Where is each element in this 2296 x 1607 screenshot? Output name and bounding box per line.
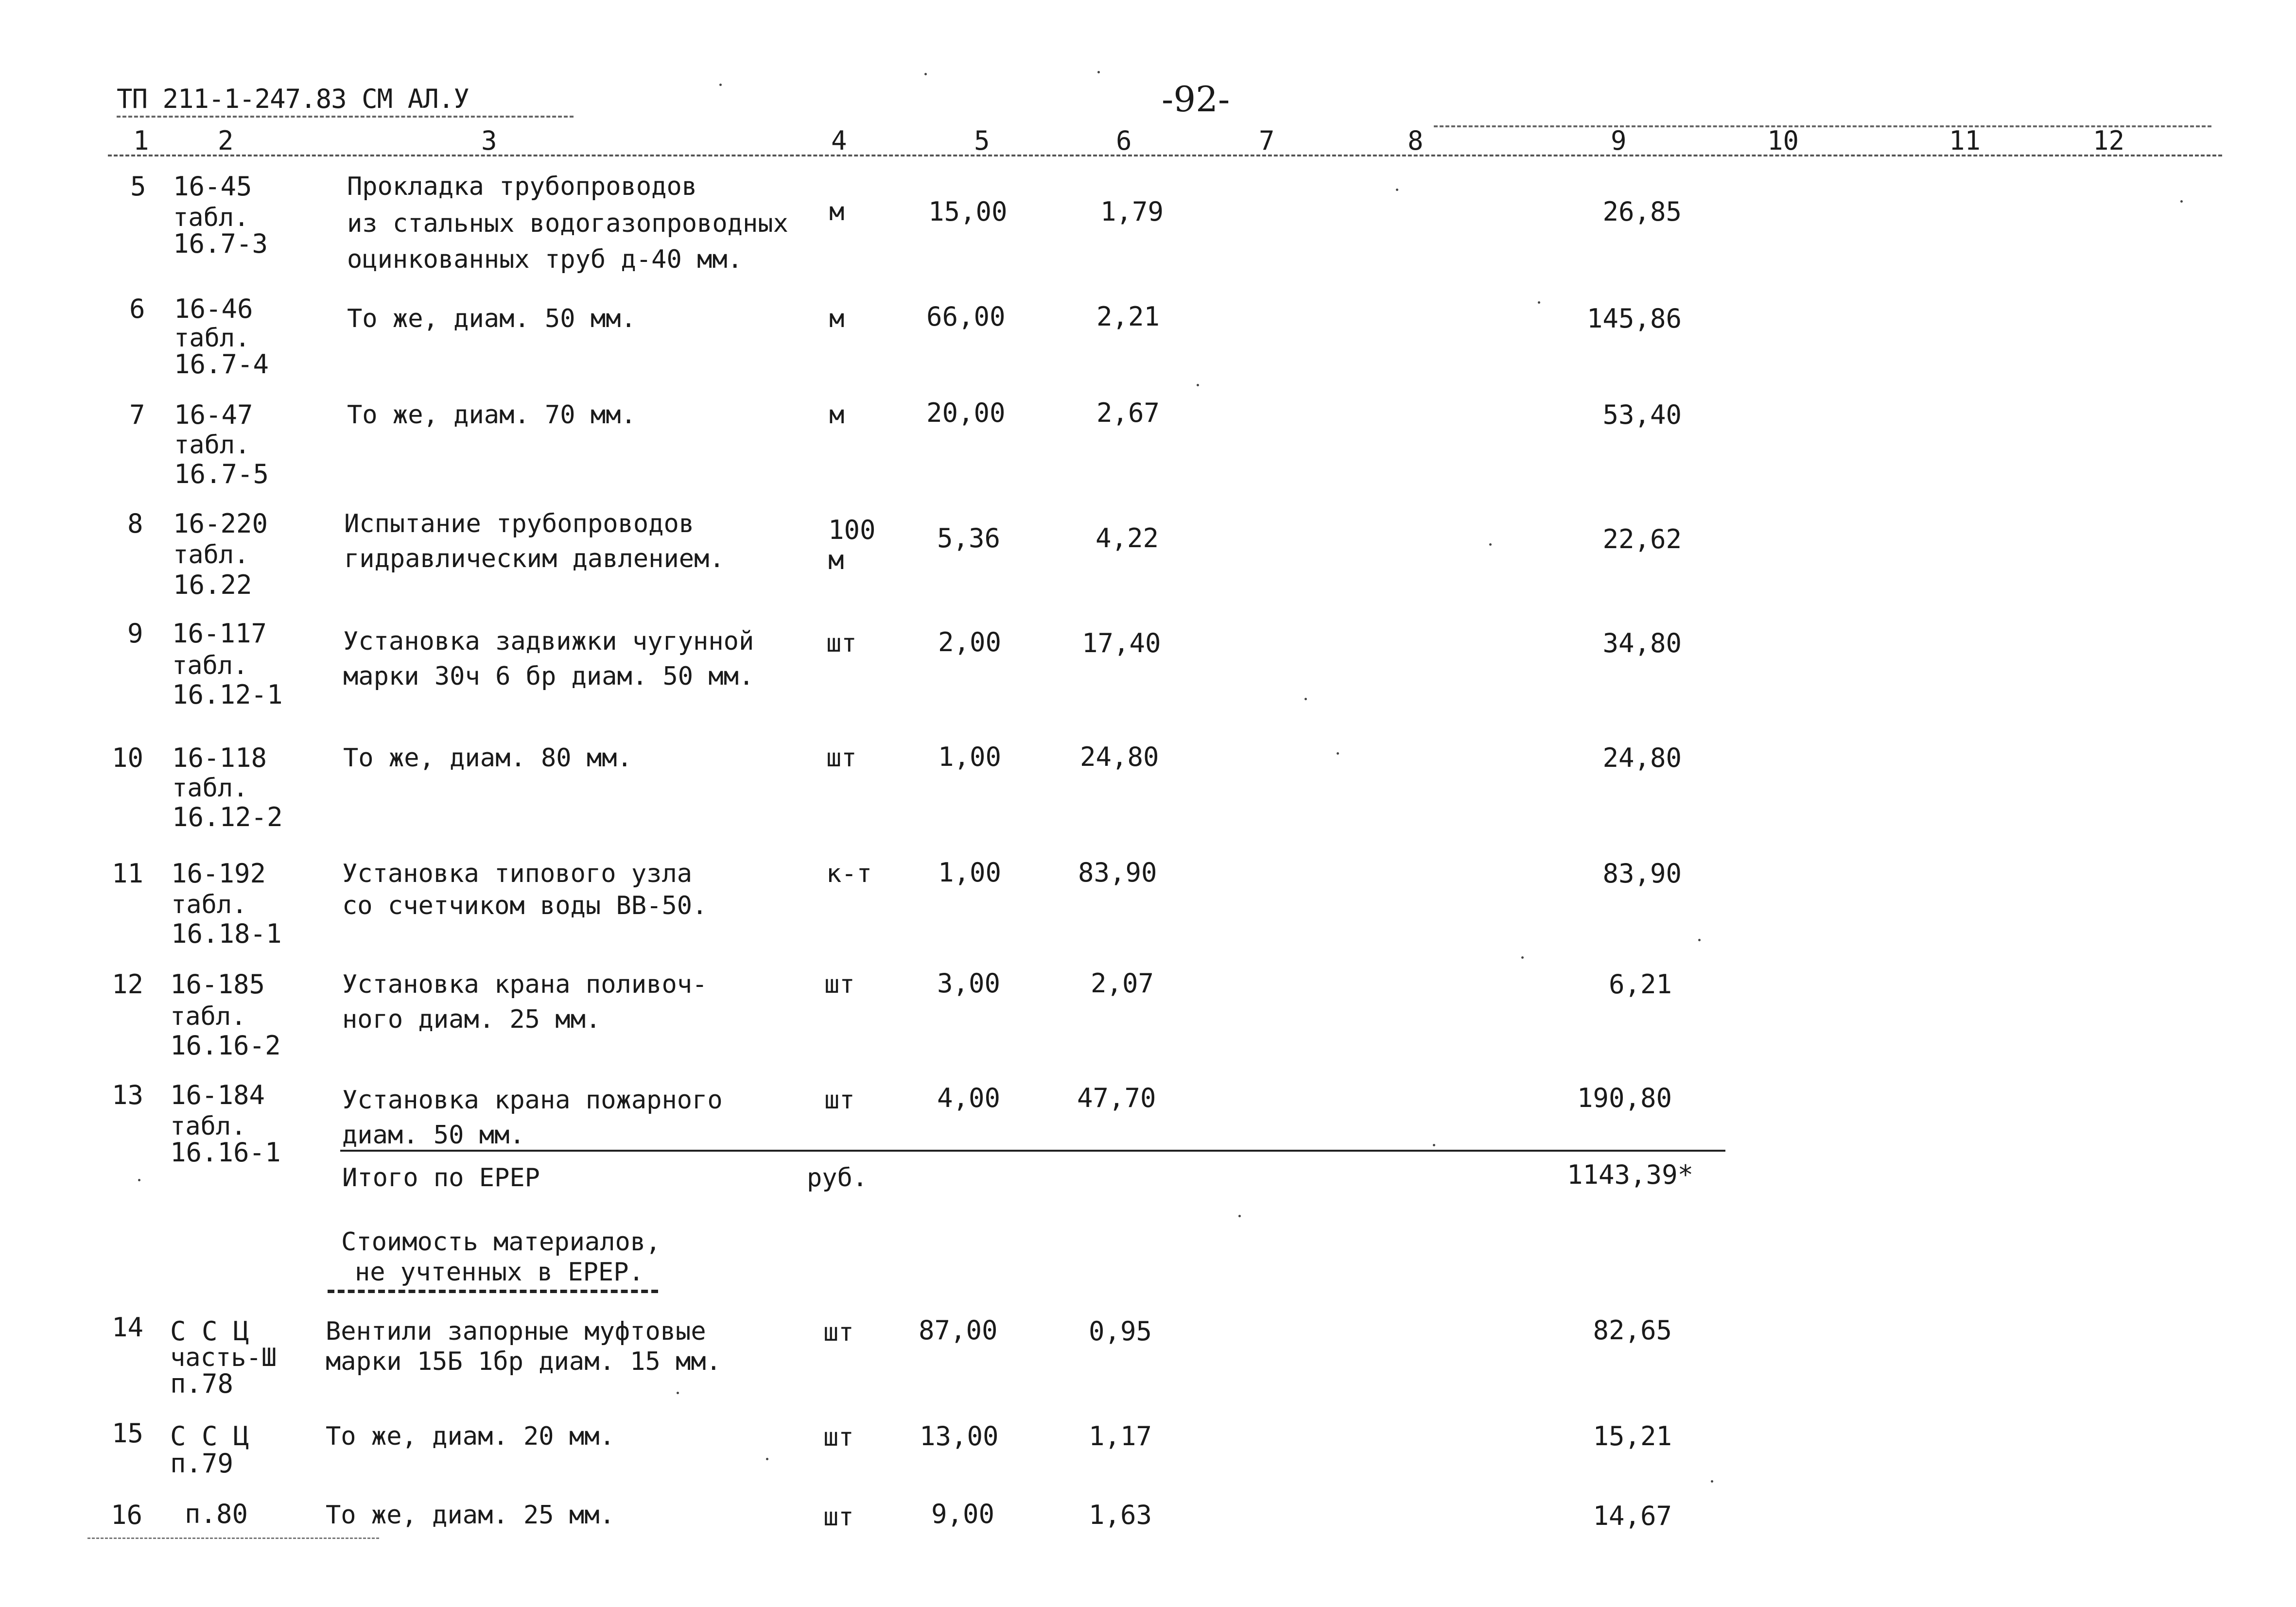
row-unit: м [829, 197, 845, 226]
column-header-8: 8 [1408, 125, 1424, 156]
row-code: С С Ц [170, 1421, 249, 1451]
row-code: 16-185 [170, 969, 265, 1000]
row-total: 82,65 [1593, 1315, 1672, 1346]
row-description: То же, диам. 25 мм. [326, 1501, 615, 1530]
row-price: 24,80 [1080, 742, 1159, 772]
row-unit: шт [823, 1318, 854, 1347]
scan-speck [1698, 939, 1701, 941]
row-description: из стальных водогазопроводных [347, 209, 788, 238]
row-code: 16.22 [173, 570, 252, 600]
column-header-6: 6 [1116, 125, 1132, 156]
row-code: табл. [170, 1112, 246, 1141]
row-number: 16 [111, 1500, 143, 1530]
subtotal-label: Итого по ЕРЕР [342, 1163, 540, 1192]
row-quantity: 5,36 [937, 523, 1001, 553]
column-header-12: 12 [2093, 125, 2125, 156]
scan-speck [1521, 956, 1524, 959]
scan-speck [1238, 1215, 1241, 1217]
scan-speck [1711, 1480, 1713, 1483]
row-number: 15 [112, 1418, 144, 1449]
row-number: 5 [130, 171, 146, 202]
row-description: То же, диам. 50 мм. [347, 304, 636, 333]
row-description: ного диам. 25 мм. [342, 1005, 601, 1034]
row-quantity: 3,00 [937, 968, 1001, 999]
row-code: табл. [174, 324, 250, 353]
row-number: 8 [127, 508, 143, 539]
row-number: 10 [112, 743, 144, 773]
row-quantity: 15,00 [928, 196, 1008, 227]
row-price: 83,90 [1078, 857, 1157, 888]
scan-speck [1433, 1144, 1435, 1146]
scan-speck [1097, 71, 1100, 73]
row-number: 14 [112, 1312, 144, 1343]
row-code: табл. [173, 540, 249, 570]
row-total: 15,21 [1593, 1421, 1672, 1451]
section-title-underline [328, 1290, 658, 1293]
row-code: часть-Ш [170, 1343, 277, 1372]
row-total: 24,80 [1602, 743, 1682, 773]
row-price: 1,63 [1089, 1500, 1152, 1530]
document-code: ТП 211-1-247.83 СМ АЛ.У [117, 84, 469, 114]
row-code: 16.18-1 [171, 918, 282, 949]
row-price: 1,79 [1100, 196, 1164, 227]
row-code: п.80 [185, 1499, 248, 1529]
row-unit: шт [824, 970, 855, 999]
row-total: 145,86 [1586, 303, 1682, 334]
row-unit: 100 м [828, 515, 876, 575]
row-code: 16.16-1 [170, 1137, 281, 1168]
row-number: 7 [129, 399, 145, 430]
row-price: 2,21 [1096, 301, 1160, 332]
row-price: 1,17 [1089, 1421, 1152, 1451]
row-total: 14,67 [1593, 1501, 1672, 1531]
row-description: Вентили запорные муфтовые [326, 1317, 706, 1346]
row-quantity: 4,00 [937, 1083, 1001, 1113]
scan-speck [766, 1458, 768, 1460]
row-code: 16-117 [172, 618, 267, 649]
row-description: Установка крана пожарного [342, 1086, 723, 1115]
subtotal-total: 1143,39* [1567, 1159, 1694, 1190]
row-unit: шт [823, 1503, 854, 1532]
row-description: То же, диам. 20 мм. [326, 1422, 615, 1451]
row-number: 13 [112, 1080, 144, 1110]
row-quantity: 9,00 [931, 1499, 995, 1529]
column-header-3: 3 [481, 125, 497, 156]
row-code: 16.7-4 [174, 349, 269, 380]
row-description: Установка задвижки чугунной [343, 627, 754, 656]
scan-speck [677, 1392, 679, 1394]
row-code: С С Ц [170, 1316, 249, 1347]
column-header-7: 7 [1259, 125, 1275, 156]
column-header-2: 2 [218, 125, 234, 156]
row-price: 4,22 [1096, 523, 1159, 553]
row-code: 16-192 [171, 858, 266, 889]
column-header-1: 1 [133, 125, 149, 156]
row-code: табл. [172, 774, 248, 803]
row-unit: м [829, 400, 845, 430]
section-title: не учтенных в ЕРЕР. [355, 1258, 644, 1287]
row-code: 16.7-5 [174, 459, 269, 489]
row-description: То же, диам. 80 мм. [343, 743, 632, 773]
row-price: 47,70 [1077, 1083, 1156, 1113]
row-quantity: 20,00 [926, 397, 1006, 428]
row-code: 16.12-2 [172, 802, 283, 832]
row-code: 16-45 [173, 171, 252, 202]
row-quantity: 87,00 [919, 1315, 998, 1346]
row-code: 16-118 [172, 743, 267, 773]
row-price: 17,40 [1082, 628, 1161, 658]
scan-speck [719, 84, 722, 86]
row-total: 26,85 [1602, 196, 1682, 227]
row-code: табл. [174, 431, 250, 460]
row-unit: шт [826, 743, 857, 773]
row-number: 6 [129, 294, 145, 324]
subtotal-unit: руб. [807, 1163, 868, 1192]
column-header-11: 11 [1949, 125, 1981, 156]
column-header-5: 5 [974, 125, 990, 156]
row-unit: шт [823, 1423, 854, 1452]
column-header-10: 10 [1767, 125, 1799, 156]
row-description: Установка типового узла [342, 859, 693, 888]
row-number: 9 [127, 618, 143, 649]
row-code: п.79 [170, 1448, 234, 1479]
column-header-9: 9 [1611, 125, 1627, 156]
row-quantity: 1,00 [938, 742, 1002, 772]
row-description: марки 30ч 6 бр диам. 50 мм. [343, 662, 754, 691]
row-code: 16.12-1 [172, 679, 283, 710]
row-code: 16.7-3 [173, 228, 268, 259]
row-quantity: 66,00 [926, 301, 1006, 332]
scan-speck [2180, 200, 2183, 203]
row-code: 16-220 [173, 508, 268, 539]
row-description: Испытание трубопроводов [344, 509, 695, 538]
row-quantity: 13,00 [920, 1421, 999, 1451]
row-unit: шт [824, 1086, 855, 1115]
row-code: табл. [172, 651, 248, 680]
header-top-rule [117, 116, 574, 118]
scan-speck [138, 1179, 140, 1181]
row-code: п.78 [170, 1368, 234, 1399]
row-description: Установка крана поливоч- [342, 970, 708, 999]
column-header-4: 4 [831, 125, 847, 156]
row-price: 0,95 [1089, 1316, 1152, 1347]
row-unit: шт [826, 629, 857, 658]
bottom-rule [87, 1538, 379, 1539]
row-description: То же, диам. 70 мм. [347, 400, 636, 430]
row-total: 6,21 [1608, 969, 1672, 1000]
row-number: 12 [112, 969, 144, 1000]
row-total: 22,62 [1602, 524, 1682, 554]
row-total: 83,90 [1602, 858, 1682, 889]
section-title: Стоимость материалов, [341, 1227, 661, 1257]
row-description: оцинкованных труб д-40 мм. [347, 245, 743, 274]
scan-speck [924, 73, 927, 75]
row-code: табл. [170, 1002, 246, 1031]
row-total: 34,80 [1602, 628, 1682, 658]
page-number: -92- [1162, 79, 1230, 120]
row-price: 2,07 [1091, 968, 1154, 999]
row-code: табл. [171, 890, 247, 919]
row-description: диам. 50 мм. [342, 1121, 525, 1150]
row-description: со счетчиком воды ВВ-50. [342, 891, 708, 920]
row-total: 53,40 [1602, 399, 1682, 430]
row-number: 11 [112, 858, 144, 889]
row-quantity: 2,00 [938, 627, 1002, 657]
row-code: табл. [173, 203, 249, 232]
row-unit: к-т [826, 859, 872, 888]
scan-speck [1197, 384, 1199, 386]
scan-speck [1396, 189, 1398, 191]
row-quantity: 1,00 [938, 857, 1002, 888]
scan-speck [1337, 752, 1339, 755]
row-code: 16.16-2 [170, 1030, 281, 1061]
scan-speck [1489, 543, 1492, 546]
row-description: марки 15Б 1бр диам. 15 мм. [326, 1347, 721, 1376]
row-code: 16-184 [170, 1080, 265, 1110]
row-code: 16-47 [174, 399, 253, 430]
row-code: 16-46 [174, 294, 253, 324]
scan-speck [1538, 301, 1540, 304]
row-price: 2,67 [1096, 397, 1160, 428]
subtotal-rule [340, 1150, 1725, 1152]
row-unit: м [829, 304, 845, 333]
row-description: Прокладка трубопроводов [347, 172, 697, 201]
row-description: гидравлическим давлением. [344, 544, 725, 573]
scan-speck [1305, 698, 1307, 700]
row-total: 190,80 [1577, 1083, 1672, 1113]
header-bottom-rule [108, 155, 2222, 156]
